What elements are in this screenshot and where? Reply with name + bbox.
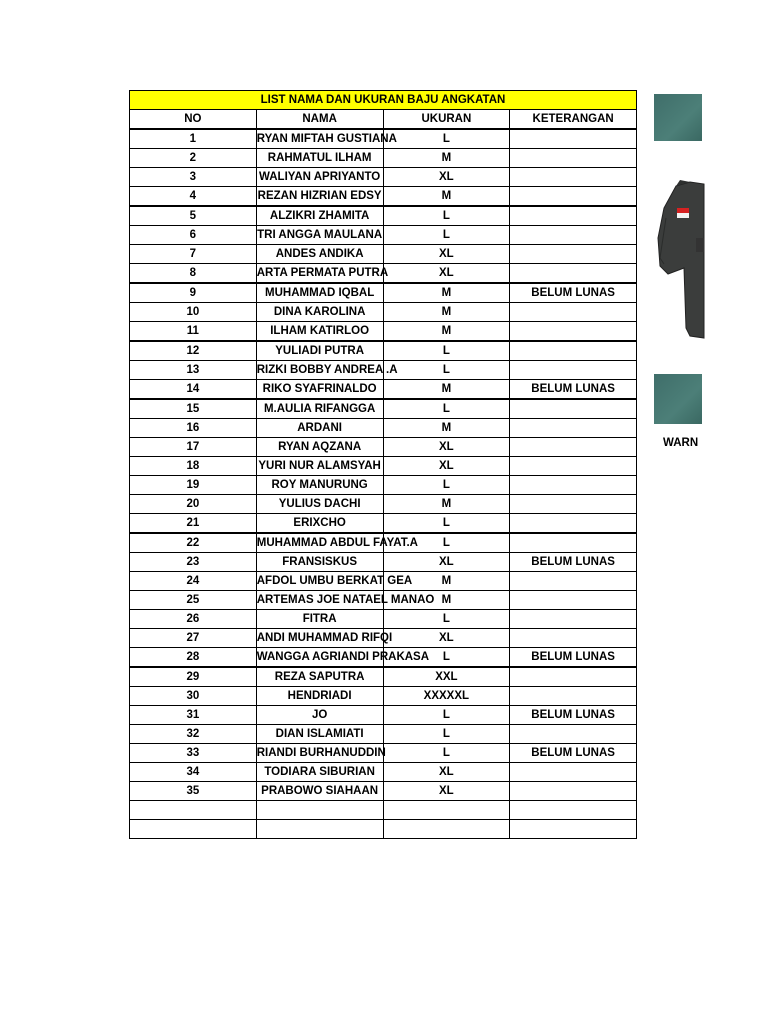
cell-ukuran: M [383, 322, 510, 342]
cell-nama: RIKO SYAFRINALDO [256, 380, 383, 400]
cell-ukuran: L [383, 226, 510, 245]
color-swatch-bottom [654, 374, 702, 424]
table-row [130, 610, 637, 629]
cell-nama: WANGGA AGRIANDI PRAKASA [256, 648, 383, 668]
table-row [130, 495, 637, 514]
cell-nama: YURI NUR ALAMSYAH [256, 457, 383, 476]
cell-nama: DINA KAROLINA [256, 303, 383, 322]
cell-nama: ARTA PERMATA PUTRA [256, 264, 383, 284]
cell-no: 17 [130, 438, 257, 457]
cell-ukuran: L [383, 610, 510, 629]
cell-nama: ILHAM KATIRLOO [256, 322, 383, 342]
table-row [130, 129, 637, 149]
table-row [130, 361, 637, 380]
cell-ukuran: L [383, 206, 510, 226]
cell-ukuran: L [383, 744, 510, 763]
cell-ukuran: M [383, 187, 510, 207]
cell-no: 18 [130, 457, 257, 476]
table-row [130, 187, 637, 207]
cell-nama: ARTEMAS JOE NATAEL MANAO [256, 591, 383, 610]
table-row [130, 457, 637, 476]
cell-keterangan [510, 514, 637, 534]
table-row [130, 801, 637, 820]
cell-ukuran: XL [383, 168, 510, 187]
cell-keterangan: BELUM LUNAS [510, 648, 637, 668]
cell-no [130, 801, 257, 820]
cell-ukuran: XL [383, 438, 510, 457]
cell-keterangan [510, 629, 637, 648]
cell-nama: JO [256, 706, 383, 725]
cell-ukuran: M [383, 419, 510, 438]
cell-nama: MUHAMMAD ABDUL FAYAT.A [256, 533, 383, 553]
cell-keterangan [510, 438, 637, 457]
cell-no: 15 [130, 399, 257, 419]
cell-ukuran: XL [383, 553, 510, 572]
table-row [130, 419, 637, 438]
table-row [130, 303, 637, 322]
cell-ukuran: L [383, 341, 510, 361]
cell-keterangan [510, 399, 637, 419]
cell-ukuran [383, 820, 510, 839]
cell-nama: REZAN HIZRIAN EDSY [256, 187, 383, 207]
cell-ukuran: M [383, 380, 510, 400]
table-row [130, 687, 637, 706]
table-row [130, 149, 637, 168]
cell-nama: FITRA [256, 610, 383, 629]
cell-no: 22 [130, 533, 257, 553]
color-swatch-top [654, 94, 702, 141]
cell-nama: YULIADI PUTRA [256, 341, 383, 361]
table-row [130, 572, 637, 591]
cell-ukuran: L [383, 129, 510, 149]
cell-no: 28 [130, 648, 257, 668]
table-header-row [130, 110, 637, 130]
table-row [130, 591, 637, 610]
cell-nama: PRABOWO SIAHAAN [256, 782, 383, 801]
cell-nama: WALIYAN APRIYANTO [256, 168, 383, 187]
cell-keterangan [510, 533, 637, 553]
cell-nama: REZA SAPUTRA [256, 667, 383, 687]
cell-no: 1 [130, 129, 257, 149]
cell-no: 27 [130, 629, 257, 648]
cell-nama: TODIARA SIBURIAN [256, 763, 383, 782]
cell-no: 5 [130, 206, 257, 226]
cell-ukuran: L [383, 399, 510, 419]
table-row [130, 820, 637, 839]
cell-nama: ANDI MUHAMMAD RIFQI [256, 629, 383, 648]
cell-nama: YULIUS DACHI [256, 495, 383, 514]
header-no: NO [130, 110, 257, 130]
cell-nama: RIANDI BURHANUDDIN [256, 744, 383, 763]
cell-nama: DIAN ISLAMIATI [256, 725, 383, 744]
cell-nama [256, 820, 383, 839]
shirt-image [656, 178, 704, 338]
size-list-table [129, 90, 637, 839]
cell-no: 14 [130, 380, 257, 400]
cell-nama: HENDRIADI [256, 687, 383, 706]
cell-keterangan: BELUM LUNAS [510, 706, 637, 725]
cell-nama: MUHAMMAD IQBAL [256, 283, 383, 303]
cell-keterangan [510, 149, 637, 168]
cell-ukuran: M [383, 591, 510, 610]
table-row [130, 206, 637, 226]
cell-no: 8 [130, 264, 257, 284]
cell-keterangan [510, 572, 637, 591]
cell-ukuran: M [383, 495, 510, 514]
cell-nama: ERIXCHO [256, 514, 383, 534]
cell-keterangan [510, 667, 637, 687]
cell-no: 10 [130, 303, 257, 322]
cell-no: 9 [130, 283, 257, 303]
cell-nama: FRANSISKUS [256, 553, 383, 572]
cell-keterangan [510, 419, 637, 438]
header-ukuran: UKURAN [383, 110, 510, 130]
cell-ukuran: L [383, 706, 510, 725]
cell-keterangan [510, 361, 637, 380]
cell-ukuran: M [383, 572, 510, 591]
cell-keterangan [510, 763, 637, 782]
cell-no: 25 [130, 591, 257, 610]
cell-keterangan: BELUM LUNAS [510, 553, 637, 572]
table-row [130, 514, 637, 534]
cell-keterangan [510, 725, 637, 744]
table-row [130, 725, 637, 744]
cell-nama: ANDES ANDIKA [256, 245, 383, 264]
cell-no: 34 [130, 763, 257, 782]
cell-no: 20 [130, 495, 257, 514]
cell-keterangan [510, 168, 637, 187]
table-row [130, 399, 637, 419]
cell-no: 35 [130, 782, 257, 801]
cell-ukuran: L [383, 514, 510, 534]
cell-ukuran: XL [383, 457, 510, 476]
table-row [130, 648, 637, 668]
cell-keterangan [510, 782, 637, 801]
cell-no: 12 [130, 341, 257, 361]
cell-no: 31 [130, 706, 257, 725]
table-row [130, 476, 637, 495]
cell-keterangan [510, 820, 637, 839]
table-row [130, 782, 637, 801]
cell-keterangan [510, 322, 637, 342]
table-row [130, 226, 637, 245]
table-row [130, 744, 637, 763]
cell-no: 30 [130, 687, 257, 706]
cell-nama: M.AULIA RIFANGGA [256, 399, 383, 419]
cell-no: 23 [130, 553, 257, 572]
table-row [130, 264, 637, 284]
cell-no: 33 [130, 744, 257, 763]
table-row [130, 667, 637, 687]
cell-no: 29 [130, 667, 257, 687]
table-row [130, 438, 637, 457]
cell-ukuran: XXXXXL [383, 687, 510, 706]
cell-no: 13 [130, 361, 257, 380]
cell-ukuran: L [383, 648, 510, 668]
cell-keterangan: BELUM LUNAS [510, 744, 637, 763]
cell-no: 4 [130, 187, 257, 207]
cell-ukuran: XL [383, 264, 510, 284]
table-row [130, 283, 637, 303]
table-row [130, 553, 637, 572]
cell-ukuran: L [383, 476, 510, 495]
cell-keterangan [510, 264, 637, 284]
cell-no: 16 [130, 419, 257, 438]
cell-keterangan [510, 226, 637, 245]
cell-nama: AFDOL UMBU BERKAT GEA [256, 572, 383, 591]
cell-ukuran: XXL [383, 667, 510, 687]
cell-no: 11 [130, 322, 257, 342]
cell-keterangan [510, 341, 637, 361]
table-row [130, 706, 637, 725]
cell-keterangan [510, 245, 637, 264]
cell-no: 24 [130, 572, 257, 591]
cell-ukuran: XL [383, 629, 510, 648]
cell-keterangan: BELUM LUNAS [510, 380, 637, 400]
header-keterangan: KETERANGAN [510, 110, 637, 130]
table-row [130, 763, 637, 782]
cell-no [130, 820, 257, 839]
table-title: LIST NAMA DAN UKURAN BAJU ANGKATAN [130, 91, 637, 110]
cell-keterangan: BELUM LUNAS [510, 283, 637, 303]
cell-keterangan [510, 687, 637, 706]
cell-no: 32 [130, 725, 257, 744]
cell-ukuran: M [383, 283, 510, 303]
cell-keterangan [510, 206, 637, 226]
cell-no: 19 [130, 476, 257, 495]
cell-no: 3 [130, 168, 257, 187]
color-label: WARN [663, 437, 699, 449]
cell-ukuran: XL [383, 245, 510, 264]
cell-no: 6 [130, 226, 257, 245]
cell-ukuran: M [383, 149, 510, 168]
cell-nama [256, 801, 383, 820]
cell-ukuran: M [383, 303, 510, 322]
cell-keterangan [510, 476, 637, 495]
cell-nama: RIZKI BOBBY ANDREA .A [256, 361, 383, 380]
cell-keterangan [510, 801, 637, 820]
table-row [130, 322, 637, 342]
cell-nama: RAHMATUL ILHAM [256, 149, 383, 168]
cell-keterangan [510, 591, 637, 610]
header-nama: NAMA [256, 110, 383, 130]
cell-ukuran: L [383, 361, 510, 380]
cell-nama: ARDANI [256, 419, 383, 438]
cell-ukuran: L [383, 725, 510, 744]
cell-nama: ALZIKRI ZHAMITA [256, 206, 383, 226]
table-row [130, 629, 637, 648]
cell-no: 21 [130, 514, 257, 534]
cell-keterangan [510, 610, 637, 629]
table-row [130, 245, 637, 264]
cell-nama: RYAN MIFTAH GUSTIANA [256, 129, 383, 149]
cell-no: 26 [130, 610, 257, 629]
cell-keterangan [510, 129, 637, 149]
cell-nama: ROY MANURUNG [256, 476, 383, 495]
cell-keterangan [510, 303, 637, 322]
cell-nama: TRI ANGGA MAULANA [256, 226, 383, 245]
cell-keterangan [510, 187, 637, 207]
cell-ukuran: L [383, 533, 510, 553]
cell-ukuran [383, 801, 510, 820]
cell-keterangan [510, 495, 637, 514]
cell-ukuran: XL [383, 782, 510, 801]
cell-nama: RYAN AQZANA [256, 438, 383, 457]
table-row [130, 533, 637, 553]
cell-ukuran: XL [383, 763, 510, 782]
cell-keterangan [510, 457, 637, 476]
table-row [130, 341, 637, 361]
cell-no: 7 [130, 245, 257, 264]
table-row [130, 380, 637, 400]
cell-no: 2 [130, 149, 257, 168]
table-title-row [130, 91, 637, 110]
table-row [130, 168, 637, 187]
